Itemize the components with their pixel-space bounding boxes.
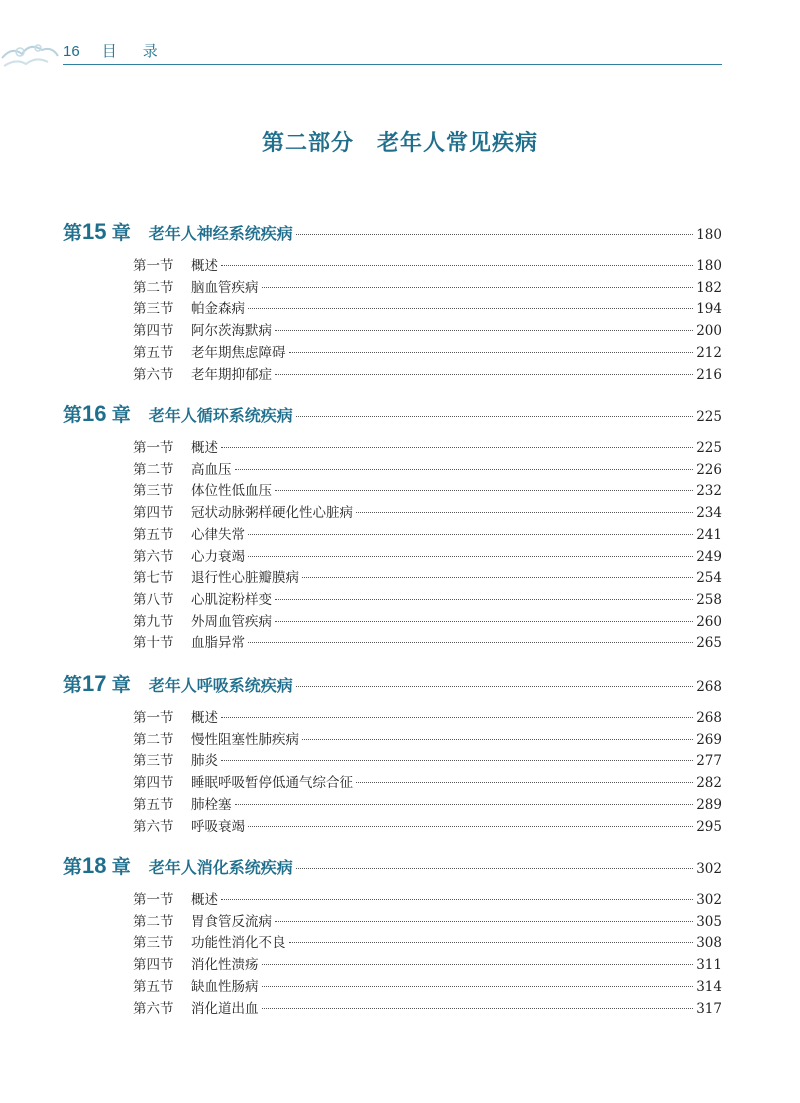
- section-title: 冠状动脉粥样硬化性心脏病: [191, 505, 353, 522]
- dot-leader: [289, 352, 694, 353]
- section-number: 第八节: [133, 591, 174, 608]
- section-row[interactable]: [133, 479, 722, 499]
- dot-leader: [221, 760, 693, 761]
- chapter-row[interactable]: [63, 670, 722, 696]
- section-title: 退行性心脏瓣膜病: [191, 570, 299, 587]
- section-row[interactable]: [133, 910, 722, 930]
- section-page-number: 212: [696, 344, 722, 361]
- section-row[interactable]: [133, 706, 722, 726]
- section-page-number: 234: [696, 505, 722, 522]
- section-number: 第六节: [133, 818, 174, 835]
- dot-leader: [302, 577, 693, 578]
- section-row[interactable]: [133, 363, 722, 383]
- section-title: 胃食管反流病: [191, 913, 272, 930]
- section-page-number: 305: [696, 913, 722, 930]
- section-title: 消化性溃疡: [191, 957, 259, 974]
- section-title: 概述: [191, 892, 218, 908]
- section-title: 体位性低血压: [191, 483, 272, 500]
- section-row[interactable]: [133, 953, 722, 973]
- section-row[interactable]: [133, 501, 722, 521]
- section-title: 呼吸衰竭: [191, 818, 245, 835]
- dot-leader: [262, 287, 694, 288]
- section-title: 心律失常: [191, 526, 245, 543]
- dot-leader: [262, 1008, 694, 1009]
- section-row[interactable]: [133, 793, 722, 813]
- section-page-number: 269: [696, 731, 722, 748]
- section-page-number: 216: [696, 366, 722, 383]
- section-number: 第五节: [133, 526, 174, 543]
- section-row[interactable]: [133, 728, 722, 748]
- section-row[interactable]: [133, 771, 722, 791]
- section-row[interactable]: [133, 975, 722, 995]
- section-title: 缺血性肠病: [191, 978, 259, 995]
- section-title: 血脂异常: [191, 635, 245, 652]
- section-number: 第六节: [133, 548, 174, 565]
- dot-leader: [275, 599, 693, 600]
- section-number: 第四节: [133, 505, 174, 522]
- section-title: 概述: [191, 710, 218, 726]
- section-number: 第九节: [133, 613, 174, 630]
- part-title: 第二部分 老年人常见疾病: [261, 130, 538, 156]
- dot-leader: [275, 621, 693, 622]
- section-title: 外周血管疾病: [191, 613, 272, 630]
- dot-leader: [356, 782, 693, 783]
- section-title: 肺炎: [191, 753, 218, 770]
- section-row[interactable]: [133, 631, 722, 651]
- header-page-number: 16: [63, 43, 80, 60]
- dot-leader: [221, 899, 693, 900]
- dot-leader: [248, 826, 693, 827]
- section-row[interactable]: [133, 545, 722, 565]
- section-row[interactable]: [133, 610, 722, 630]
- section-page-number: 289: [696, 796, 722, 813]
- page-header: [63, 40, 158, 61]
- section-row[interactable]: [133, 276, 722, 296]
- section-number: 第七节: [133, 570, 174, 587]
- section-page-number: 182: [696, 279, 722, 296]
- section-number: 第二节: [133, 279, 174, 296]
- section-number: 第二节: [133, 731, 174, 748]
- section-title: 概述: [191, 440, 218, 456]
- section-page-number: 258: [696, 591, 722, 608]
- section-row[interactable]: [133, 749, 722, 769]
- dot-leader: [235, 804, 694, 805]
- chapter-number: 第16 章: [63, 401, 131, 426]
- section-number: 第五节: [133, 978, 174, 995]
- section-row[interactable]: [133, 815, 722, 835]
- dot-leader: [262, 986, 694, 987]
- section-title: 脑血管疾病: [191, 279, 259, 296]
- section-row[interactable]: [133, 997, 722, 1017]
- chapter-title: 老年人神经系统疾病: [148, 226, 293, 243]
- section-title: 消化道出血: [191, 1000, 259, 1017]
- section-page-number: 232: [696, 483, 722, 500]
- section-row[interactable]: [133, 341, 722, 361]
- section-row[interactable]: [133, 566, 722, 586]
- section-page-number: 282: [696, 775, 722, 792]
- section-row[interactable]: [133, 458, 722, 478]
- header-divider: [63, 64, 722, 65]
- dot-leader: [302, 739, 693, 740]
- section-page-number: 200: [696, 323, 722, 340]
- chapter-number: 第18 章: [63, 853, 131, 878]
- dot-leader: [248, 556, 693, 557]
- section-page-number: 314: [696, 978, 722, 995]
- section-page-number: 226: [696, 461, 722, 478]
- section-page-number: 268: [696, 710, 722, 726]
- section-number: 第六节: [133, 366, 174, 383]
- section-page-number: 265: [696, 635, 722, 652]
- section-number: 第四节: [133, 957, 174, 974]
- section-title: 概述: [191, 258, 218, 274]
- dot-leader: [275, 490, 693, 491]
- section-title: 老年期焦虑障碍: [191, 344, 286, 361]
- section-page-number: 277: [696, 753, 722, 770]
- section-page-number: 260: [696, 613, 722, 630]
- decorative-cloud-pattern: [0, 28, 60, 78]
- section-number: 第三节: [133, 301, 174, 318]
- section-title: 帕金森病: [191, 301, 245, 318]
- section-row[interactable]: [133, 319, 722, 339]
- section-title: 功能性消化不良: [191, 935, 286, 952]
- section-number: 第五节: [133, 796, 174, 813]
- section-page-number: 302: [696, 892, 722, 908]
- section-page-number: 249: [696, 548, 722, 565]
- chapter-page-number: 225: [696, 409, 722, 425]
- chapter-page-number: 302: [696, 861, 722, 877]
- section-row[interactable]: [133, 436, 722, 456]
- section-title: 慢性阻塞性肺疾病: [191, 731, 299, 748]
- chapter-number: 第17 章: [63, 671, 131, 696]
- section-page-number: 308: [696, 935, 722, 952]
- section-row[interactable]: [133, 254, 722, 274]
- section-page-number: 180: [696, 258, 722, 274]
- dot-leader: [296, 234, 693, 235]
- chapter-row[interactable]: [63, 400, 722, 426]
- section-row[interactable]: [133, 588, 722, 608]
- chapter-title: 老年人呼吸系统疾病: [148, 678, 293, 695]
- section-title: 肺栓塞: [191, 796, 232, 813]
- chapter-title: 老年人循环系统疾病: [148, 408, 293, 425]
- section-title: 睡眠呼吸暂停低通气综合征: [191, 775, 353, 792]
- chapter-page-number: 268: [696, 679, 722, 695]
- chapter-number: 第15 章: [63, 219, 131, 244]
- dot-leader: [289, 942, 694, 943]
- section-row[interactable]: [133, 888, 722, 908]
- dot-leader: [356, 512, 693, 513]
- section-number: 第四节: [133, 775, 174, 792]
- section-title: 心力衰竭: [191, 548, 245, 565]
- section-row[interactable]: [133, 931, 722, 951]
- chapter-row[interactable]: [63, 852, 722, 878]
- dot-leader: [296, 416, 693, 417]
- section-number: 第三节: [133, 753, 174, 770]
- section-page-number: 225: [696, 440, 722, 456]
- section-number: 第三节: [133, 483, 174, 500]
- section-number: 第六节: [133, 1000, 174, 1017]
- section-title: 老年期抑郁症: [191, 366, 272, 383]
- dot-leader: [296, 868, 693, 869]
- section-page-number: 295: [696, 818, 722, 835]
- section-page-number: 311: [696, 957, 722, 974]
- section-number: 第一节: [133, 710, 174, 726]
- chapter-title: 老年人消化系统疾病: [148, 860, 293, 877]
- section-row[interactable]: [133, 523, 722, 543]
- dot-leader: [221, 717, 693, 718]
- dot-leader: [248, 534, 693, 535]
- section-title: 高血压: [191, 461, 232, 478]
- section-title: 阿尔茨海默病: [191, 323, 272, 340]
- dot-leader: [275, 921, 693, 922]
- section-page-number: 254: [696, 570, 722, 587]
- dot-leader: [248, 308, 693, 309]
- dot-leader: [262, 964, 694, 965]
- header-title-char-2: 录: [142, 43, 158, 60]
- chapter-page-number: 180: [696, 227, 722, 243]
- section-number: 第一节: [133, 258, 174, 274]
- section-number: 第十节: [133, 635, 174, 652]
- section-page-number: 241: [696, 526, 722, 543]
- section-number: 第四节: [133, 323, 174, 340]
- dot-leader: [296, 686, 693, 687]
- section-title: 心肌淀粉样变: [191, 591, 272, 608]
- dot-leader: [275, 374, 693, 375]
- dot-leader: [275, 330, 693, 331]
- section-page-number: 317: [696, 1000, 722, 1017]
- section-number: 第三节: [133, 935, 174, 952]
- section-number: 第一节: [133, 440, 174, 456]
- section-number: 第五节: [133, 344, 174, 361]
- section-page-number: 194: [696, 301, 722, 318]
- section-number: 第二节: [133, 461, 174, 478]
- section-row[interactable]: [133, 297, 722, 317]
- header-title-char-1: 目: [101, 43, 117, 60]
- dot-leader: [248, 642, 693, 643]
- dot-leader: [221, 447, 693, 448]
- dot-leader: [235, 469, 694, 470]
- section-number: 第二节: [133, 913, 174, 930]
- section-number: 第一节: [133, 892, 174, 908]
- chapter-row[interactable]: [63, 218, 722, 244]
- dot-leader: [221, 265, 693, 266]
